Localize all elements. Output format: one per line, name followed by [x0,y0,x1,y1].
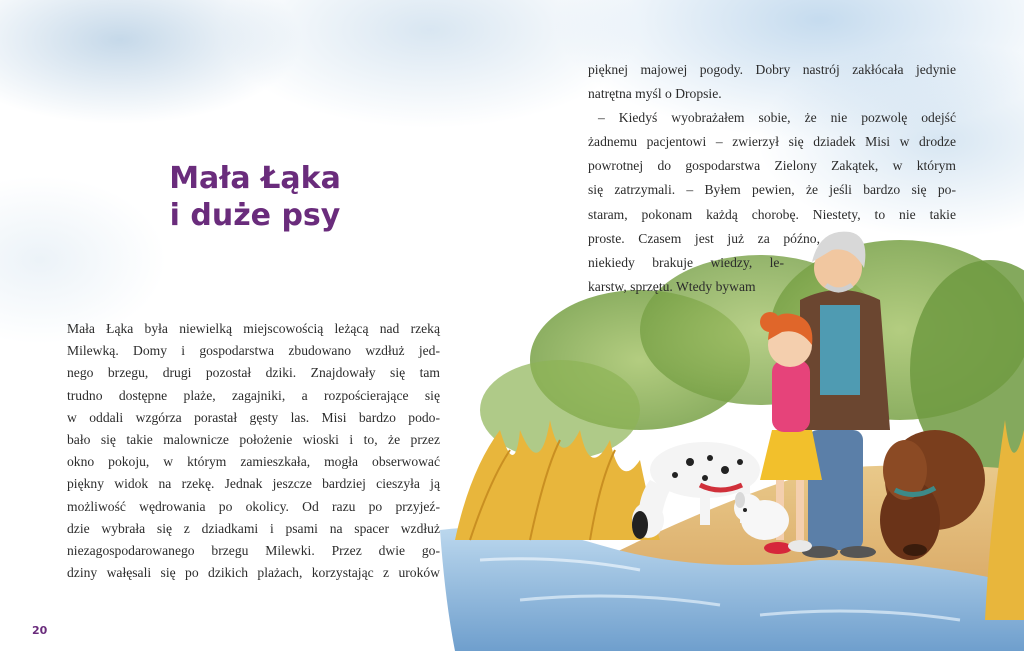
text-line: trudno dostępne plaże, zagajniki, a rozpościerające się [67,387,440,403]
text-line: piękny widok na rzekę. Jednak jeszcze bardziej cieszyła ją [67,476,440,492]
page-number: 20 [32,624,48,637]
text-line: natrętna myśl o Dropsie. [588,86,722,102]
chapter-title-line: Mała Łąka [169,161,341,196]
text-line: niezagospodarowanego brzegu Milewki. Przez dwie go- [67,543,440,559]
text-line: żadnemu pacjentowi – zwierzył się dziadek Misi w drodze [588,134,956,150]
text-line: możliwość wędrowania po okolicy. Od razu po przyjeź- [67,498,440,514]
right-page-body-text [588,58,956,299]
chapter-title [130,160,380,234]
text-line: dzie wybrała się z dziadkami i psami na spacer wzdłuż [67,520,440,536]
left-page-body-text [67,318,440,584]
text-line: pięknej majowej pogody. Dobry nastrój zakłócała jedynie [588,62,956,77]
text-line: się zatrzymali. – Byłem pewien, że jeśli bardzo się po- [588,182,956,198]
chapter-title-line: i duże psy [169,198,341,233]
text-line: proste. Czasem jest już za późno, [588,230,820,246]
text-line: niekiedy brakuje wiedzy, le- [588,254,784,270]
text-line: Milewką. Domy i gospodarstwa zbudowano wzdłuż jed- [67,343,440,359]
text-line: nego brzegu, drugi pozostał dziki. Znajdowały się tam [67,365,440,381]
text-line: staram, pokonam każdą chorobę. Niestety, to nie takie [588,206,956,222]
text-line: dziny wałęsali się po dzikich plażach, korzystając z uroków [67,565,440,581]
text-line: – Kiedyś wyobrażałem sobie, że nie pozwolę odejść [598,110,956,126]
text-line: powrotnej do gospodarstwa Zielony Zakątek, w którym [588,158,956,174]
text-line: w oddali wzgórza porastał gęsty las. Misi bardzo podo- [67,409,440,425]
text-line: karstw, sprzętu. Wtedy bywam [588,278,756,294]
text-line: Mała Łąka była niewielką miejscowością leżącą nad rzeką [67,321,440,336]
text-line: bało się takie malownicze położenie wioski i to, że przez [67,432,440,448]
text-line: okno pokoju, w którym zamieszkała, mogła obserwować [67,454,440,470]
